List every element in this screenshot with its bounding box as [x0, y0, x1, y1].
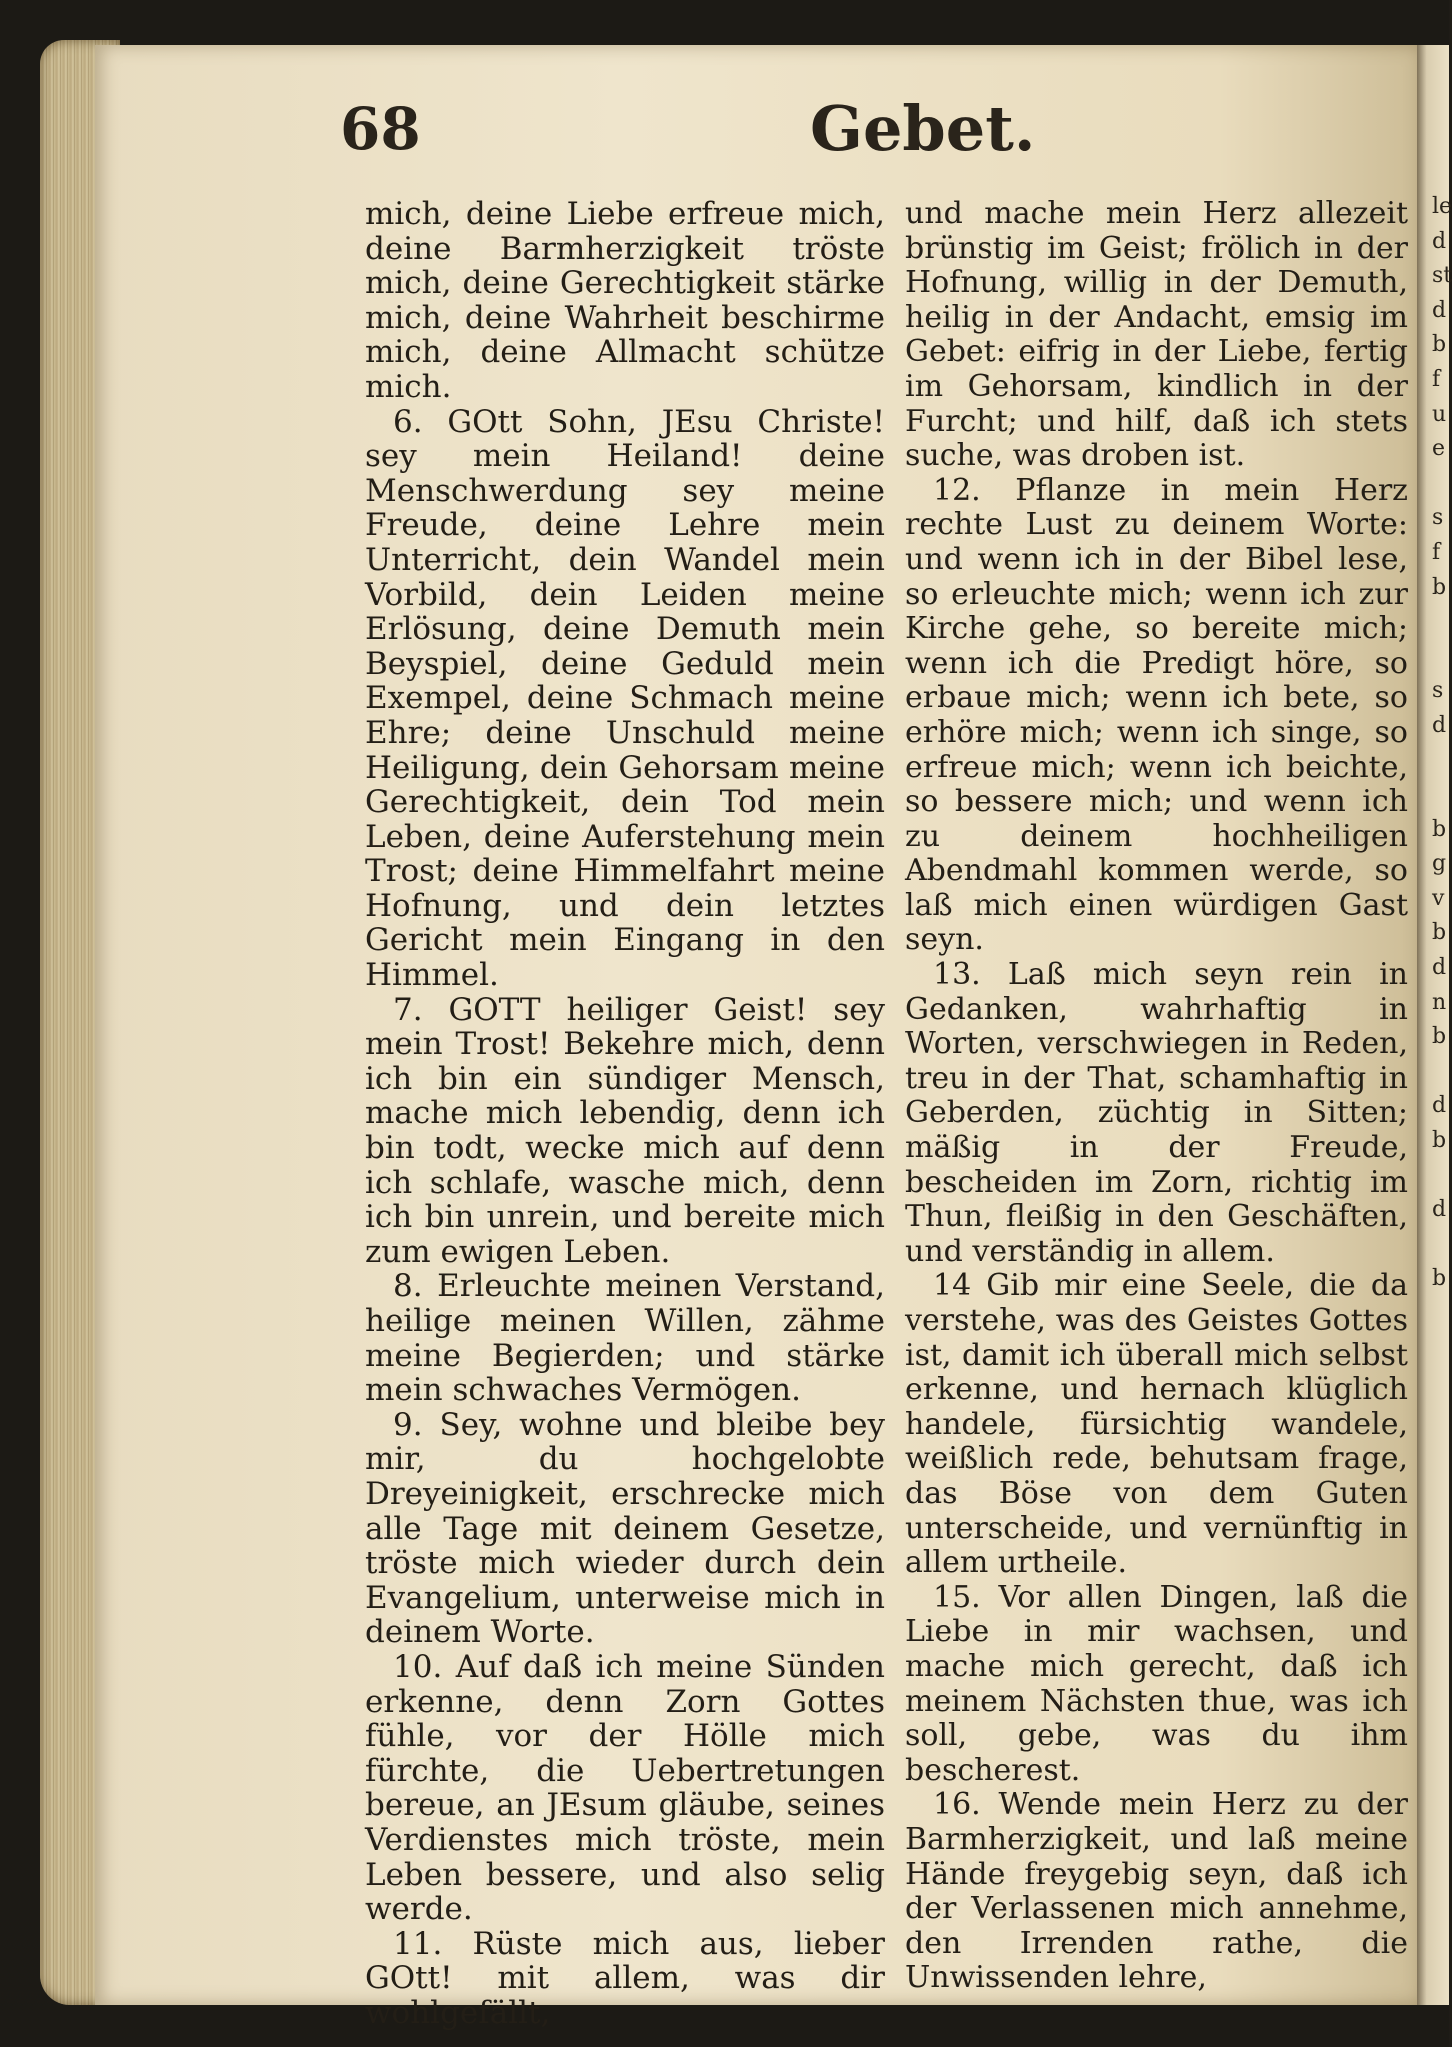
margin-fragment: d	[1432, 1197, 1447, 1223]
margin-fragment: s	[1432, 678, 1444, 704]
margin-fragment: u	[1432, 401, 1447, 427]
margin-fragment: b	[1432, 1128, 1447, 1154]
margin-fragment	[1432, 1055, 1448, 1090]
margin-fragment	[1432, 744, 1448, 779]
next-page-margin-text	[1432, 190, 1452, 1690]
running-head: Gebet.	[810, 92, 1036, 165]
paragraph: 11. Rüste mich aus, lieber GOtt! mit allem, was dir wohlgefällt,	[365, 1925, 885, 2031]
margin-fragment: d	[1432, 712, 1447, 738]
paragraph: 16. Wende mein Herz zu der Barmherzigkeit, und laß meine Hände freygebig seyn, daß ich der Verlassenen mich annehme, den Irrenden rathe, die Unwissenden lehre,	[905, 1787, 1408, 1996]
margin-fragment	[1432, 1366, 1448, 1401]
right-text-column	[905, 197, 1408, 1996]
paragraph: und mache mein Herz allezeit brünstig im Geist; frölich in der Hofnung, willig in der Demuth, heilig in der Andacht, emsig im Gebet: eifrig in der Liebe, fertig im Gehorsam, kindlich in der Furcht; und hilf, daß ich stets suche, was droben ist.	[905, 196, 1408, 474]
paragraph: 8. Erleuchte meinen Verstand, heilige meinen Willen, zähme meine Begierden; und stärke mein schwaches Vermögen.	[365, 1268, 885, 1409]
margin-fragment	[1432, 1332, 1448, 1367]
margin-fragment	[1432, 1159, 1448, 1194]
paragraph: 12. Pflanze in mein Herz rechte Lust zu deinem Worte: und wenn ich in der Bibel lese, so erleuchte mich; wenn ich zur Kirche gehe, so bereite mich; wenn ich die Predigt höre, so erbaue mich; wenn ich bete, so erhöre mich; wenn ich singe, so erfreue mich; wenn ich beichte, so bessere mich; und wenn ich zu deinem hochheiligen Abendmahl kommen werde, so laß mich einen würdigen Gast seyn.	[905, 472, 1408, 958]
margin-fragment: b	[1432, 1266, 1447, 1292]
margin-fragment: le	[1432, 194, 1452, 219]
margin-fragment: e	[1432, 436, 1446, 462]
margin-fragment: d	[1432, 955, 1447, 981]
margin-fragment: g	[1432, 851, 1447, 877]
margin-fragment: st	[1432, 263, 1452, 289]
margin-fragment: v	[1432, 885, 1445, 911]
margin-fragment: b	[1432, 332, 1447, 358]
page-number: 68	[340, 95, 421, 163]
margin-fragment: s	[1432, 505, 1444, 531]
margin-fragment: b	[1432, 574, 1447, 600]
paragraph: 14 Gib mir eine Seele, die da verstehe, was des Geistes Gottes ist, damit ich überall mich selbst erkenne, und hernach klüglich handele, fürsichtig wandele, weißlich rede, behutsam frage, das Böse von dem Guten unterscheide, und vernünftig in allem urtheile.	[905, 1268, 1408, 1581]
margin-fragment: n	[1432, 989, 1447, 1015]
paragraph: 10. Auf daß ich meine Sünden erkenne, denn Zorn Gottes fühle, vor der Hölle mich fürchte, die Uebertretungen bereue, an JEsum gläube, seines Verdienstes mich tröste, mein Leben bessere, und also selig werde.	[365, 1648, 885, 1928]
margin-fragment	[1432, 1297, 1448, 1332]
paragraph: 7. GOTT heiliger Geist! sey mein Trost! Bekehre mich, denn ich bin ein sündiger Mensch, mache mich lebendig, denn ich bin todt, wecke mich auf denn ich schlafe, wasche mich, denn ich bin unrein, und bereite mich zum ewigen Leben.	[365, 991, 885, 1270]
margin-fragment	[1432, 778, 1448, 813]
margin-fragment	[1432, 605, 1448, 640]
margin-fragment: b	[1432, 1024, 1447, 1050]
margin-fragment: b	[1432, 816, 1447, 842]
margin-fragment	[1432, 640, 1448, 675]
margin-fragment: f	[1432, 366, 1441, 392]
margin-fragment	[1432, 467, 1448, 502]
paragraph: 13. Laß mich seyn rein in Gedanken, wahrhaftig in Worten, verschwiegen in Reden, treu in der That, schamhaftig in Geberden, züchtig in Sitten; mäßig in der Freude, bescheiden im Zorn, richtig im Thun, fleißig in den Geschäften, und verständig in allem.	[905, 957, 1408, 1269]
margin-fragment: d	[1432, 297, 1447, 323]
paragraph: 6. GOtt Sohn, JEsu Christe! sey mein Heiland! deine Menschwerdung sey meine Freude, deine Lehre mein Unterricht, dein Wandel mein Vorbild, dein Leiden meine Erlösung, deine Demuth mein Beyspiel, deine Geduld mein Exempel, deine Schmach meine Ehre; deine Unschuld meine Heiligung, dein Gehorsam meine Gerechtigkeit, dein Tod mein Leben, deine Auferstehung mein Trost; deine Himmelfahrt meine Hofnung, und dein letztes Gericht mein Eingang in den Himmel.	[365, 403, 885, 994]
margin-fragment: b	[1432, 920, 1447, 946]
paragraph: 9. Sey, wohne und bleibe bey mir, du hochgelobte Dreyeinigkeit, erschrecke mich alle Tage mit deinem Gesetze, tröste mich wieder durch dein Evangelium, unterweise mich in deinem Worte.	[365, 1406, 885, 1651]
margin-fragment	[1432, 1228, 1448, 1263]
margin-fragment: d	[1432, 1093, 1447, 1119]
margin-fragment: f	[1432, 539, 1441, 565]
paragraph: mich, deine Liebe erfreue mich, deine Barmherzigkeit tröste mich, deine Gerechtigkeit stärke mich, deine Wahrheit beschirme mich, deine Allmacht schütze mich.	[365, 196, 885, 405]
left-text-column	[365, 197, 885, 2030]
margin-fragment: d	[1432, 228, 1447, 254]
paragraph: 15. Vor allen Dingen, laß die Liebe in mir wachsen, und mache mich gerecht, daß ich meinem Nächsten thue, was ich soll, gebe, was du ihm bescherest.	[905, 1579, 1408, 1788]
